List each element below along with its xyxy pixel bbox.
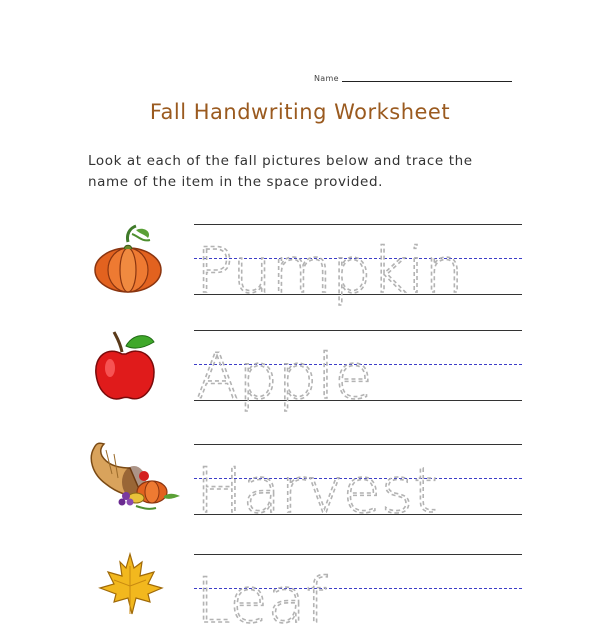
instructions-text: Look at each of the fall pictures below and trace the name of the item in the space provided. — [88, 153, 473, 190]
name-label: Name — [314, 74, 339, 83]
name-line[interactable] — [342, 81, 512, 82]
trace-word-harvest — [194, 444, 522, 534]
worksheet-row-harvest — [0, 438, 600, 527]
svg-text:Apple: Apple — [196, 340, 373, 413]
trace-word-leaf — [194, 554, 522, 644]
page-title: Fall Handwriting Worksheet — [149, 100, 451, 124]
svg-text:Leaf: Leaf — [196, 564, 328, 637]
trace-word-pumpkin — [194, 224, 522, 314]
apple-icon — [92, 328, 158, 404]
worksheet-row-pumpkin — [0, 218, 600, 307]
trace-word-apple — [194, 330, 522, 420]
svg-text:Pumpkin: Pumpkin — [196, 234, 464, 307]
maple-leaf-icon — [96, 552, 164, 616]
name-row — [314, 74, 512, 83]
worksheet-row-leaf — [0, 548, 600, 637]
cornucopia-icon — [86, 438, 182, 518]
svg-text:Harvest: Harvest — [196, 454, 438, 527]
pumpkin-icon — [92, 222, 164, 294]
worksheet-row-apple — [0, 326, 600, 413]
